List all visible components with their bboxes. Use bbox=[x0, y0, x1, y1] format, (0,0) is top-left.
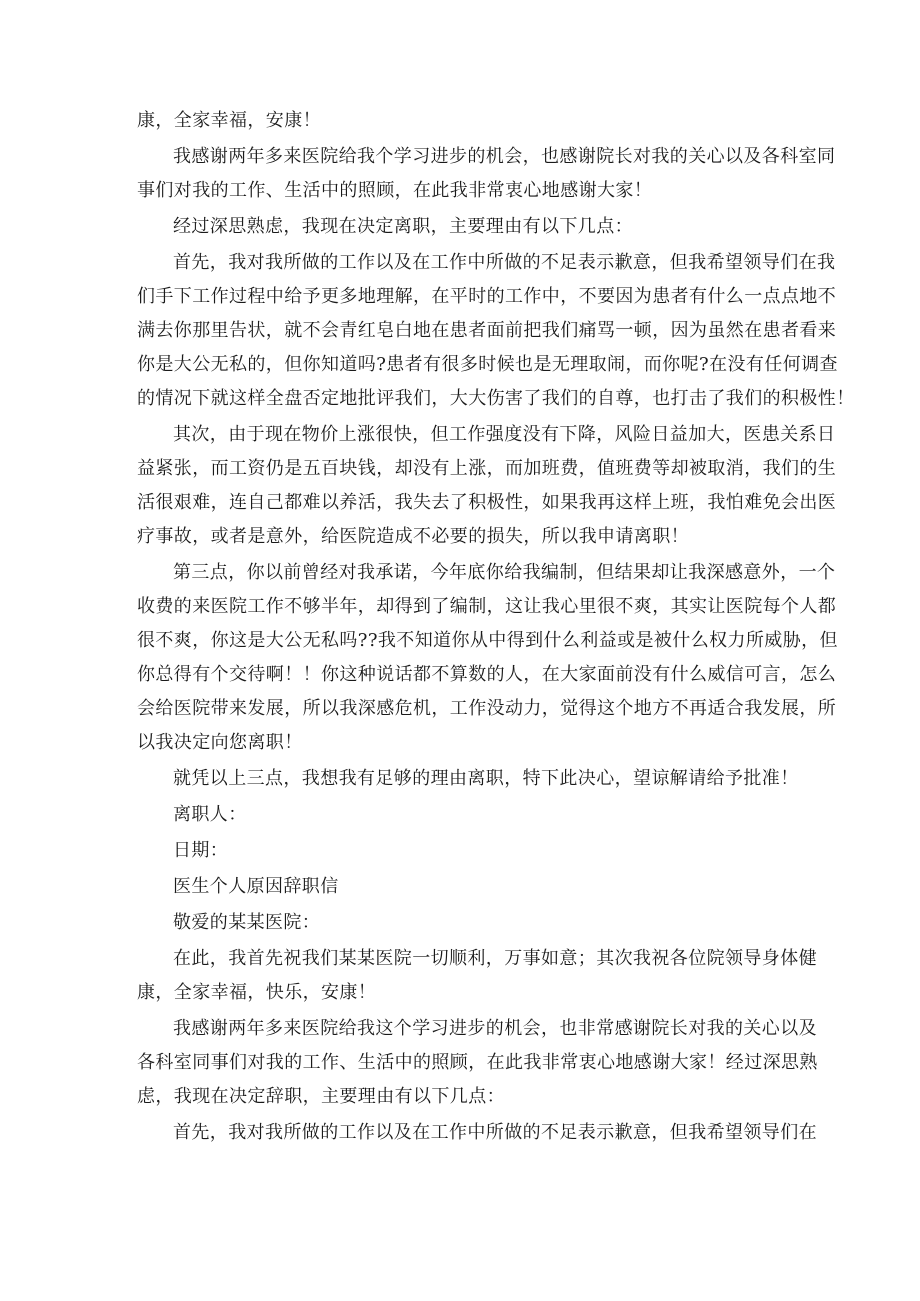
document-page bbox=[137, 104, 855, 1150]
paragraph bbox=[137, 762, 799, 796]
paragraph bbox=[137, 1116, 817, 1150]
text-line: 疗事故，或者是意外，给医院造成不必要的损失，所以我申请离职！ bbox=[137, 526, 689, 547]
text-line: 其次，由于现在物价上涨很快，但工作强度没有下降，风险日益加大，医患关系日 bbox=[173, 424, 836, 445]
text-line: 很不爽，你这是大公无私吗??我不知道你从中得到什么利益或是被什么权力所威胁，但 bbox=[137, 630, 838, 651]
text-line: 收费的来医院工作不够半年，却得到了编制，这让我心里很不爽，其实让医院每个人都 bbox=[137, 596, 837, 617]
paragraph bbox=[137, 210, 787, 244]
paragraph bbox=[137, 1012, 818, 1114]
text-line: 日期： bbox=[173, 840, 229, 861]
paragraph bbox=[137, 942, 817, 1010]
paragraph bbox=[137, 798, 787, 832]
text-line: 们手下工作过程中给予更多地理解，在平时的工作中，不要因为患者有什么一点点地不 bbox=[137, 286, 837, 307]
text-line: 各科室同事们对我的工作、生活中的照顾，在此我非常衷心地感谢大家！经过深思熟 bbox=[137, 1052, 818, 1073]
text-line: 就凭以上三点，我想我有足够的理由离职，特下此决心，望谅解请给予批准！ bbox=[173, 768, 799, 789]
text-line: 康，全家幸福，快乐，安康！ bbox=[137, 982, 377, 1003]
text-line: 的情况下就这样全盘否定地批评我们，大大伤害了我们的自尊，也打击了我们的积极性！ bbox=[137, 388, 855, 409]
text-line: 医生个人原因辞职信 bbox=[173, 876, 339, 897]
paragraph bbox=[137, 246, 855, 416]
paragraph bbox=[137, 418, 837, 554]
text-line: 离职人： bbox=[173, 804, 247, 825]
text-line: 经过深思熟虑，我现在决定离职，主要理由有以下几点： bbox=[173, 216, 633, 237]
text-line: 你是大公无私的，但你知道吗?患者有很多时候也是无理取闹，而你呢?在没有任何调查 bbox=[137, 354, 838, 375]
paragraph bbox=[137, 870, 787, 904]
paragraph bbox=[137, 140, 836, 208]
text-line: 益紧张，而工资仍是五百块钱，却没有上涨，而加班费，值班费等却被取消，我们的生 bbox=[137, 458, 837, 479]
text-line: 虑，我现在决定辞职，主要理由有以下几点： bbox=[137, 1086, 505, 1107]
text-line: 以我决定向您离职！ bbox=[137, 732, 303, 753]
text-line: 满去你那里告状，就不会青红皂白地在患者面前把我们痛骂一顿，因为虽然在患者看来 bbox=[137, 320, 837, 341]
text-line: 会给医院带来发展，所以我深感危机，工作没动力，觉得这个地方不再适合我发展，所 bbox=[137, 698, 837, 719]
text-line: 我感谢两年多来医院给我个学习进步的机会，也感谢院长对我的关心以及各科室同 bbox=[173, 146, 836, 167]
text-line: 在此，我首先祝我们某某医院一切顺利，万事如意；其次我祝各位院领导身体健 bbox=[173, 948, 817, 969]
text-line: 活很艰难，连自己都难以养活，我失去了积极性，如果我再这样上班，我怕难免会出医 bbox=[137, 492, 837, 513]
text-line: 事们对我的工作、生活中的照顾，在此我非常衷心地感谢大家！ bbox=[137, 180, 653, 201]
text-line: 首先，我对我所做的工作以及在工作中所做的不足表示歉意，但我希望领导们在 bbox=[173, 1122, 817, 1143]
text-line: 你总得有个交待啊！！你这种说话都不算数的人，在大家面前没有什么威信可言，怎么 bbox=[137, 664, 837, 685]
paragraph bbox=[137, 556, 838, 760]
text-line: 敬爱的某某医院： bbox=[173, 912, 321, 933]
text-line: 首先，我对我所做的工作以及在工作中所做的不足表示歉意，但我希望领导们在我 bbox=[173, 252, 836, 273]
paragraph bbox=[137, 906, 787, 940]
text-line: 康，全家幸福，安康！ bbox=[137, 110, 321, 131]
paragraph bbox=[137, 834, 787, 868]
paragraph bbox=[137, 104, 787, 138]
text-line: 我感谢两年多来医院给我这个学习进步的机会，也非常感谢院长对我的关心以及 bbox=[173, 1018, 817, 1039]
text-line: 第三点，你以前曾经对我承诺，今年底你给我编制，但结果却让我深感意外，一个 bbox=[173, 562, 836, 583]
